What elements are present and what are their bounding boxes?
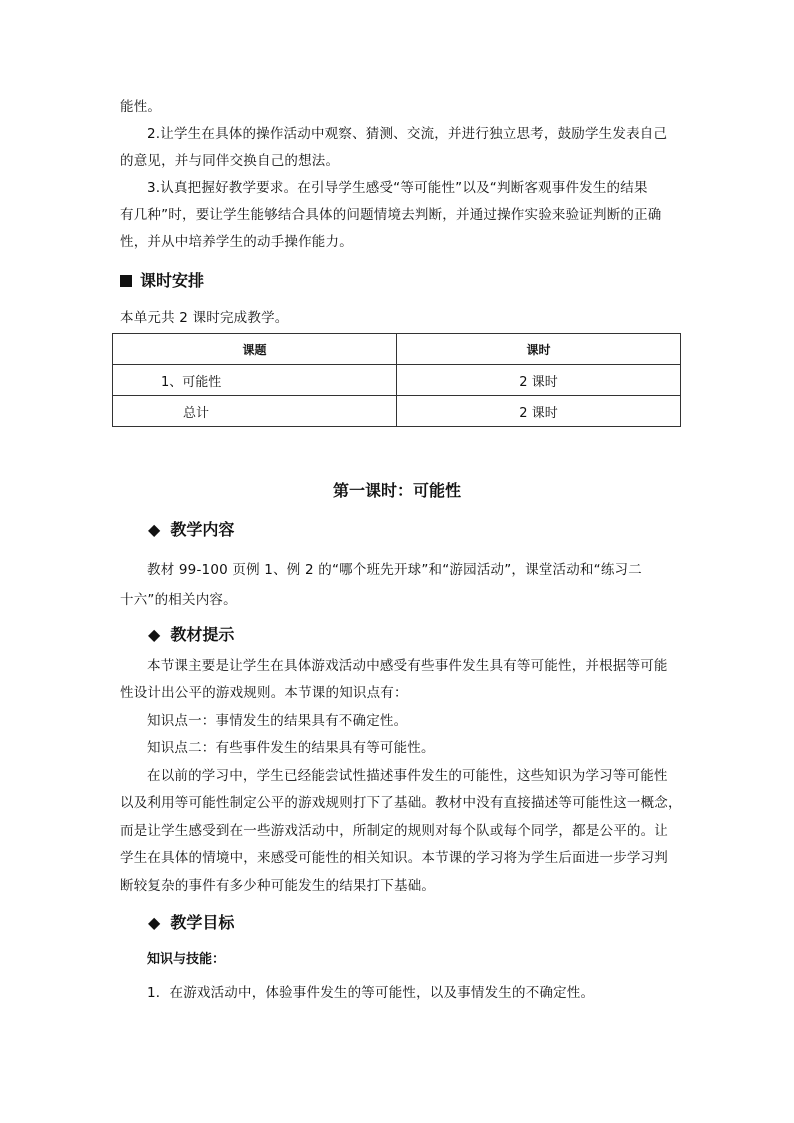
content-line-1: 教材 99-100 页例 1、例 2 的“哪个班先开球”和“游园活动”，课堂活动和“练习二 bbox=[147, 562, 642, 578]
diamond-bullet-icon: ◆ bbox=[148, 913, 161, 932]
goals-heading bbox=[148, 912, 234, 934]
hints-line-6: 以及利用等可能性制定公平的游戏规则打下了基础。教材中没有直接描述等可能性这一概念， bbox=[120, 795, 682, 811]
schedule-heading bbox=[120, 270, 204, 292]
goals-subheading: 知识与技能： bbox=[147, 952, 226, 967]
table-cell-total-hours: 2 课时 bbox=[397, 396, 681, 427]
hints-line-9: 断较复杂的事件有多少种可能发生的结果打下基础。 bbox=[120, 878, 436, 894]
hints-line-5: 在以前的学习中，学生已经能尝试性描述事件发生的可能性，这些知识为学习等可能性 bbox=[147, 768, 668, 784]
table-header-row bbox=[113, 334, 681, 365]
intro-line-1: 能性。 bbox=[120, 99, 162, 115]
content-heading-text: 教学内容 bbox=[170, 520, 235, 539]
table-cell-hours: 2 课时 bbox=[397, 365, 681, 396]
table-row bbox=[113, 396, 681, 427]
hints-line-8: 学生在具体的情境中，来感受可能性的相关知识。本节课的学习将为学生后面进一步学习判 bbox=[120, 850, 668, 866]
table-cell-total-label: 总计 bbox=[113, 396, 397, 427]
diamond-bullet-icon: ◆ bbox=[148, 625, 161, 644]
hints-line-1: 本节课主要是让学生在具体游戏活动中感受有些事件发生具有等可能性，并根据等可能 bbox=[147, 658, 668, 674]
content-heading bbox=[148, 519, 234, 541]
table-row bbox=[113, 365, 681, 396]
table-cell-topic: 1、可能性 bbox=[113, 365, 397, 396]
hints-line-2: 性设计出公平的游戏规则。本节课的知识点有： bbox=[120, 685, 408, 701]
hints-heading-text: 教材提示 bbox=[170, 625, 235, 644]
diamond-bullet-icon: ◆ bbox=[148, 520, 161, 539]
square-bullet-icon bbox=[120, 275, 132, 287]
intro-line-4: 3.认真把握好教学要求。在引导学生感受“等可能性”以及“判断客观事件发生的结果 bbox=[147, 180, 648, 196]
table-header-topic: 课题 bbox=[113, 334, 397, 365]
goals-line-1: 1．在游戏活动中，体验事件发生的等可能性，以及事情发生的不确定性。 bbox=[147, 985, 595, 1001]
hints-line-3: 知识点一：事情发生的结果具有不确定性。 bbox=[147, 713, 408, 729]
goals-heading-text: 教学目标 bbox=[170, 913, 235, 932]
intro-line-5: 有几种”时，要让学生能够结合具体的问题情境去判断，并通过操作实验来验证判断的正确 bbox=[120, 207, 662, 223]
hints-line-4: 知识点二：有些事件发生的结果具有等可能性。 bbox=[147, 740, 435, 756]
schedule-table bbox=[112, 333, 681, 427]
lesson-title: 第一课时：可能性 bbox=[332, 481, 461, 500]
intro-line-6: 性，并从中培养学生的动手操作能力。 bbox=[120, 234, 353, 250]
intro-line-2: 2.让学生在具体的操作活动中观察、猜测、交流，并进行独立思考，鼓励学生发表自己 bbox=[147, 126, 668, 142]
table-header-hours: 课时 bbox=[397, 334, 681, 365]
hints-line-7: 而是让学生感受到在一些游戏活动中，所制定的规则对每个队或每个同学，都是公平的。让 bbox=[120, 823, 668, 839]
schedule-note: 本单元共 2 课时完成教学。 bbox=[120, 310, 289, 326]
intro-line-3: 的意见，并与同伴交换自己的想法。 bbox=[120, 153, 340, 169]
content-line-2: 十六”的相关内容。 bbox=[120, 592, 237, 608]
hints-heading bbox=[148, 624, 234, 646]
schedule-heading-text: 课时安排 bbox=[140, 271, 205, 290]
